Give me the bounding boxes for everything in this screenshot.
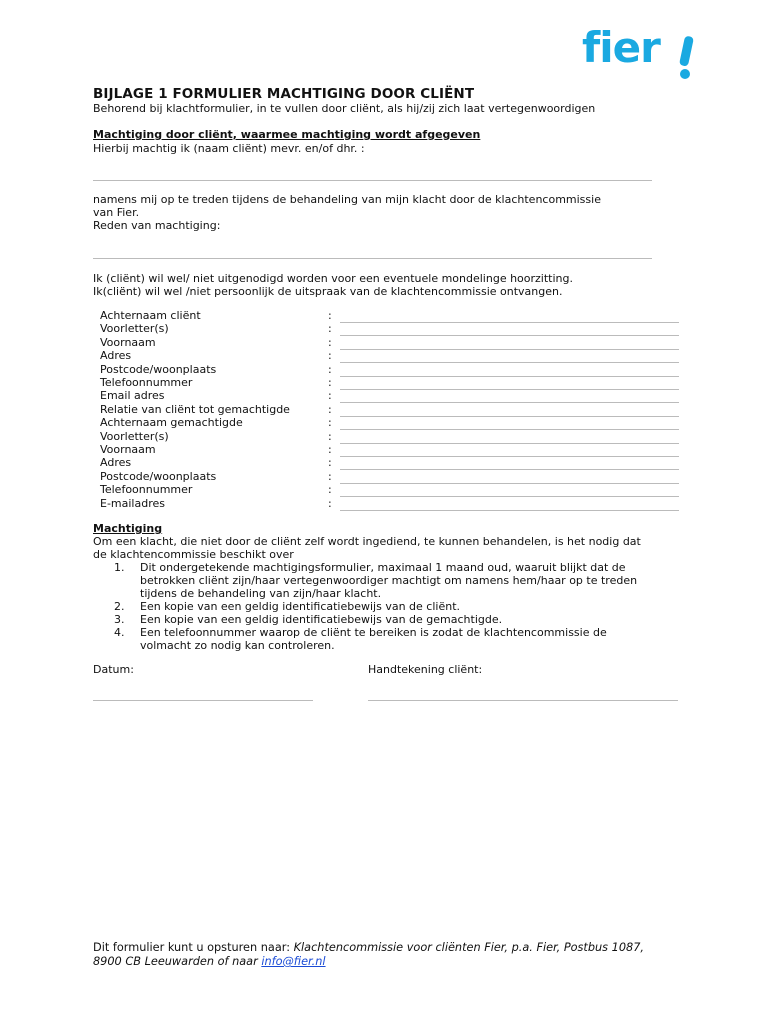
statement-hearing: Ik (cliënt) wil wel/ niet uitgenodigd worden voor een eventuele mondelinge hoorzitting. <box>93 272 573 285</box>
mandate-intro-line-1: Om een klacht, die niet door de cliënt zelf wordt ingediend, te kunnen behandelen, is het nodig dat <box>93 535 641 548</box>
field-colon: : <box>328 483 332 497</box>
field-colon: : <box>328 362 332 376</box>
footer <box>93 941 644 969</box>
field-label: Telefoonnummer <box>100 376 193 389</box>
field-row <box>100 376 680 389</box>
field-row <box>100 443 680 456</box>
logo-text: fier <box>582 26 660 72</box>
client-signature-label: Handtekening cliënt: <box>368 663 483 676</box>
footer-line-1 <box>93 941 644 955</box>
field-label: Relatie van cliënt tot gemachtigde <box>100 402 290 416</box>
fier-logo <box>582 26 698 84</box>
field-row <box>100 497 680 510</box>
date-label: Datum: <box>93 663 134 676</box>
field-label: Achternaam gemachtigde <box>100 416 243 430</box>
list-number: 4. <box>114 626 125 639</box>
field-row <box>100 416 680 429</box>
field-row <box>100 389 680 402</box>
field-row <box>100 363 680 376</box>
authorization-intro: Hierbij machtig ik (naam cliënt) mevr. en/of dhr. : <box>93 142 365 155</box>
list-item-line: Een kopie van een geldig identificatiebewijs van de gemachtigde. <box>140 613 503 626</box>
field-row <box>100 336 680 349</box>
field-colon: : <box>328 456 332 470</box>
authorization-heading: Machtiging door cliënt, waarmee machtiging wordt afgegeven <box>93 128 481 141</box>
footer-address-line-2: 8900 CB Leeuwarden of naar <box>93 955 258 968</box>
field-label: E-mailadres <box>100 496 165 510</box>
date-input-line[interactable] <box>93 700 313 701</box>
field-colon: : <box>328 349 332 363</box>
logo-exclamation-bar <box>679 35 694 66</box>
reason-label: Reden van machtiging: <box>93 219 221 232</box>
footer-prefix: Dit formulier kunt u opsturen naar: <box>93 941 291 954</box>
field-colon: : <box>328 469 332 483</box>
mandate-requirement-item <box>112 613 672 626</box>
field-row <box>100 309 680 322</box>
field-row <box>100 430 680 443</box>
mandate-requirement-item <box>112 626 672 652</box>
list-item-line: Een kopie van een geldig identificatiebewijs van de cliënt. <box>140 600 461 613</box>
field-row <box>100 470 680 483</box>
footer-email-link[interactable]: info@fier.nl <box>261 955 326 968</box>
field-colon: : <box>328 376 332 389</box>
field-label: Adres <box>100 456 132 470</box>
statement-verdict: Ik(cliënt) wil wel /niet persoonlijk de uitspraak van de klachtencommissie ontvangen. <box>93 285 563 298</box>
field-label: Voorletter(s) <box>100 322 169 336</box>
form-subtitle: Behorend bij klachtformulier, in te vullen door cliënt, als hij/zij zich laat vertegenwoordigen <box>93 102 596 115</box>
field-colon: : <box>328 429 332 443</box>
mandate-requirements-list <box>112 561 672 652</box>
field-label: Email adres <box>100 389 165 403</box>
authorization-text-line-2: van Fier. <box>93 206 140 219</box>
list-item-line: Dit ondergetekende machtigingsformulier, maximaal 1 maand oud, waaruit blijkt dat de <box>140 561 626 574</box>
field-row <box>100 403 680 416</box>
list-item-line: volmacht zo nodig kan controleren. <box>140 639 335 652</box>
mandate-heading: Machtiging <box>93 522 163 535</box>
list-number: 1. <box>114 561 125 574</box>
client-name-input-line[interactable] <box>93 180 652 181</box>
field-label: Postcode/woonplaats <box>100 362 217 376</box>
field-colon: : <box>328 496 332 510</box>
field-colon: : <box>328 402 332 416</box>
list-item-line: betrokken cliënt zijn/haar vertegenwoordiger machtigt om namens hem/haar op te treden <box>140 574 638 587</box>
field-label: Postcode/woonplaats <box>100 469 217 483</box>
list-number: 3. <box>114 613 125 626</box>
reason-input-line[interactable] <box>93 258 652 259</box>
list-item-line: Een telefoonnummer waarop de cliënt te bereiken is zodat de klachtencommissie de <box>140 626 607 639</box>
signature-input-line[interactable] <box>368 700 678 701</box>
field-label: Achternaam cliënt <box>100 309 201 322</box>
footer-address-line-1: Klachtencommissie voor cliënten Fier, p.a. Fier, Postbus 1087, <box>293 941 645 954</box>
field-colon: : <box>328 389 332 403</box>
mandate-requirement-item <box>112 600 672 613</box>
field-colon: : <box>328 309 332 322</box>
field-colon: : <box>328 322 332 336</box>
field-row <box>100 483 680 496</box>
list-number: 2. <box>114 600 125 613</box>
field-colon: : <box>328 443 332 456</box>
field-label: Voorletter(s) <box>100 429 169 443</box>
field-label: Voornaam <box>100 443 156 456</box>
footer-line-2 <box>93 955 644 969</box>
form-title: BIJLAGE 1 FORMULIER MACHTIGING DOOR CLIËNT <box>93 86 475 102</box>
logo-exclamation-dot <box>680 69 690 79</box>
list-item-line: tijdens de behandeling van zijn/haar klacht. <box>140 587 382 600</box>
authorization-text-line-1: namens mij op te treden tijdens de behandeling van mijn klacht door de klachtencommissie <box>93 193 601 206</box>
field-label: Telefoonnummer <box>100 483 193 497</box>
field-row <box>100 349 680 362</box>
field-row <box>100 322 680 335</box>
field-label: Adres <box>100 349 132 363</box>
field-colon: : <box>328 416 332 430</box>
mandate-requirement-item <box>112 561 672 600</box>
field-input-line[interactable] <box>340 510 679 511</box>
field-colon: : <box>328 335 332 349</box>
field-row <box>100 456 680 469</box>
mandate-intro-line-2: de klachtencommissie beschikt over <box>93 548 294 561</box>
field-label: Voornaam <box>100 335 156 349</box>
